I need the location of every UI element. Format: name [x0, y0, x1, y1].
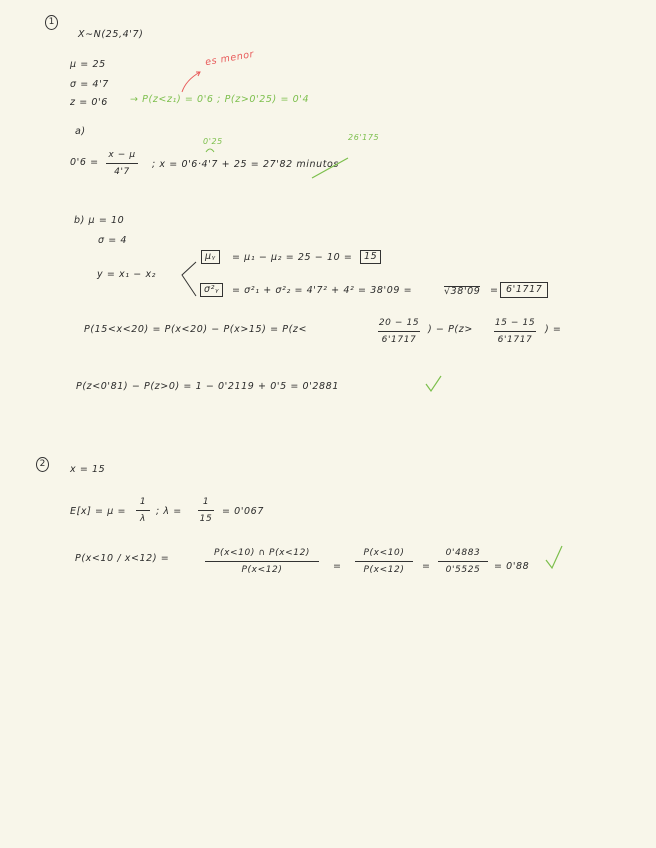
- mu-y-box: μᵧ: [201, 250, 220, 264]
- cond-fraction-1-num: P(x<10) ∩ P(x<12): [213, 548, 311, 558]
- prob-fraction-1-num: 20 − 15: [378, 318, 420, 328]
- mu-y-value-box: 15: [360, 250, 381, 264]
- result-line: P(z<0'81) − P(z>0) = 1 − 0'2119 + 0'5 = 0'2881: [76, 381, 339, 392]
- check-icon-1: [426, 376, 441, 391]
- part-a-fraction: [106, 150, 138, 177]
- problem-2-number: 2: [36, 457, 49, 472]
- sigma-line: σ = 4'7: [70, 79, 109, 90]
- lambda-value: = 0'067: [222, 506, 264, 517]
- part-a-correction-1: 0'25: [203, 137, 223, 146]
- expectation-den: λ: [140, 514, 146, 524]
- cond-fraction-3-den: 0'5525: [445, 565, 481, 575]
- lambda-den: 15: [199, 514, 213, 524]
- prob-fraction-1: [378, 318, 420, 345]
- prob-fraction-2-num: 15 − 15: [494, 318, 536, 328]
- cond-fraction-2: [355, 548, 413, 575]
- check-icon-2: [546, 546, 562, 568]
- lambda-fraction: [198, 497, 214, 524]
- sqrt-value: √38'09: [444, 286, 481, 297]
- final-result: = 0'88: [494, 561, 530, 572]
- prob-fraction-1-den: 6'1717: [381, 335, 417, 345]
- expectation-num: 1: [139, 497, 147, 507]
- part-a-label: a): [75, 126, 86, 137]
- sd-equals: =: [490, 285, 499, 296]
- prob-line-part-1: P(15<x<20) = P(x<20) − P(x>15) = P(z<: [84, 324, 308, 335]
- prob-fraction-2-den: 6'1717: [497, 335, 533, 345]
- var-y-rest: = σ²₁ + σ²₂ = 4'7² + 4² = 38'09 =: [232, 285, 413, 296]
- brace-icon: [182, 262, 196, 296]
- part-a-denominator: 4'7: [114, 167, 130, 177]
- part-a-correction-2: 26'175: [348, 133, 380, 142]
- red-arrow-icon: [182, 72, 200, 92]
- prob-fraction-2: [494, 318, 536, 345]
- cond-equals-1: =: [333, 561, 342, 572]
- cond-fraction-2-num: P(x<10): [363, 548, 405, 558]
- cond-equals-2: =: [422, 561, 431, 572]
- problem-1-number: 1: [45, 15, 58, 30]
- green-hook-icon: [206, 149, 214, 152]
- mu-line: μ = 25: [70, 59, 106, 70]
- expectation-lhs: E[x] = μ =: [70, 506, 127, 517]
- part-a-lhs: 0'6 =: [70, 157, 99, 168]
- prob-line-part-3: ) =: [545, 324, 562, 335]
- cond-fraction-1: [205, 548, 319, 575]
- cond-fraction-2-den: P(x<12): [363, 565, 405, 575]
- lambda-eq: ; λ =: [156, 506, 182, 517]
- es-menor-note: es menor: [204, 48, 255, 69]
- conditional-lhs: P(x<10 / x<12) =: [75, 553, 170, 564]
- z-line: z = 0'6: [70, 97, 108, 108]
- expectation-fraction: [136, 497, 150, 524]
- part-a-numerator: x − μ: [108, 150, 136, 160]
- distribution-line: X∼N(25,4'7): [78, 29, 144, 40]
- part-b-label: b) μ = 10: [74, 215, 125, 226]
- var-y-box: σ²ᵧ: [200, 283, 223, 297]
- part-b-sigma: σ = 4: [98, 235, 128, 246]
- prob-line-part-2: ) − P(z>: [428, 324, 473, 335]
- part-a-rhs: ; x = 0'6·4'7 + 25 = 27'82 minutos: [152, 159, 339, 170]
- part-b-y: y = x₁ − x₂: [97, 269, 157, 280]
- cond-fraction-1-den: P(x<12): [241, 565, 283, 575]
- lambda-num: 1: [202, 497, 210, 507]
- p2-x-line: x = 15: [70, 464, 106, 475]
- mu-y-rest: = μ₁ − μ₂ = 25 − 10 =: [232, 252, 353, 263]
- cond-fraction-3-num: 0'4883: [445, 548, 481, 558]
- z-correction: → P(z<z₁) = 0'6 ; P(z>0'25) = 0'4: [130, 94, 310, 105]
- cond-fraction-3: [438, 548, 488, 575]
- sd-value-box: 6'1717: [500, 282, 548, 298]
